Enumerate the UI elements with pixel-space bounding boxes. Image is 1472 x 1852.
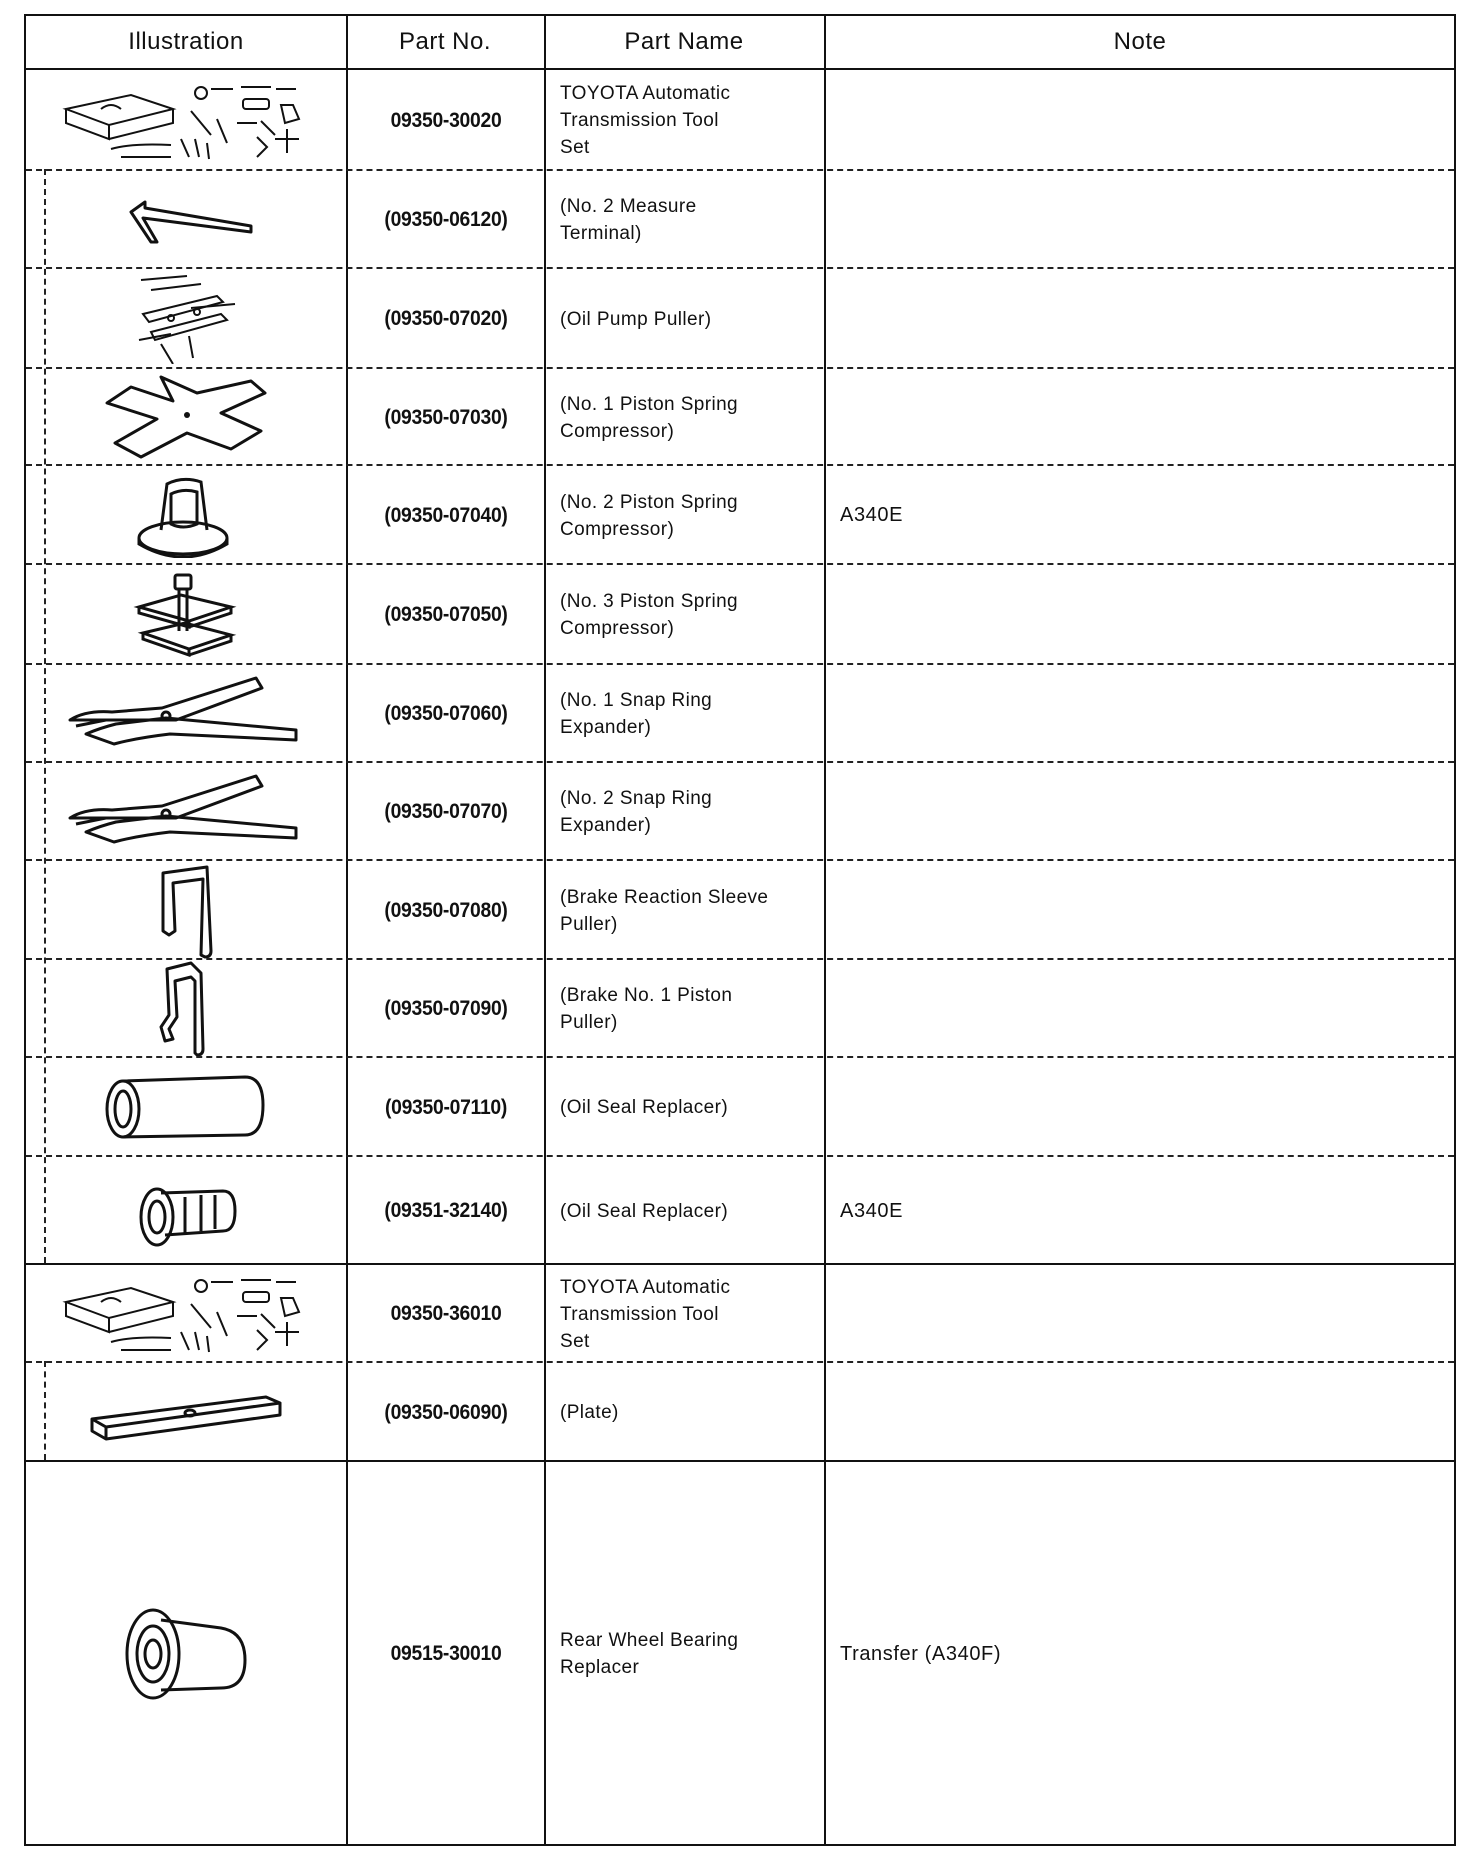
note	[840, 665, 1440, 763]
part-name: (No. 1 Piston Spring Compressor)	[560, 393, 739, 442]
table-header	[26, 16, 1454, 70]
note: A340E	[840, 504, 904, 526]
seal-replacer-icon	[26, 1157, 346, 1265]
part-name: (No. 2 Piston Spring Compressor)	[560, 491, 739, 540]
note	[840, 1058, 1440, 1157]
pliers-icon	[26, 763, 346, 861]
bearing-replacer-icon	[26, 1462, 346, 1846]
set-group-bracket	[44, 169, 46, 1263]
table-row	[26, 859, 1454, 960]
table-row	[26, 1460, 1454, 1846]
part-name: TOYOTA Automatic Transmission Tool Set	[560, 83, 731, 158]
part-number: (09351-32140)	[384, 1199, 508, 1222]
sleeve-puller-icon	[26, 861, 346, 960]
table-row	[26, 563, 1454, 665]
special-tools-table	[24, 14, 1456, 1846]
part-name: (Brake Reaction Sleeve Puller)	[560, 886, 769, 935]
note	[840, 960, 1440, 1058]
note	[840, 861, 1440, 960]
part-name: (No. 1 Snap Ring Expander)	[560, 690, 713, 738]
part-number: (09350-07090)	[384, 997, 508, 1020]
part-name: (No. 3 Piston Spring Compressor)	[560, 591, 739, 639]
part-number: (09350-07020)	[384, 307, 508, 330]
table-row	[26, 72, 1454, 169]
part-number: (09350-06120)	[384, 208, 508, 231]
plate-bar-icon	[26, 1363, 346, 1462]
table-row	[26, 663, 1454, 763]
part-number: 09350-30020	[390, 108, 502, 132]
part-number: (09350-07070)	[384, 800, 508, 823]
part-number: (09350-07110)	[384, 1095, 508, 1119]
tool-set-case-icon	[26, 1265, 346, 1363]
part-number: (09350-07040)	[384, 503, 508, 527]
part-number: 09515-30010	[390, 1642, 502, 1665]
part-name: (No. 2 Snap Ring Expander)	[560, 788, 713, 836]
note	[840, 1363, 1440, 1462]
part-name: (No. 2 Measure Terminal)	[560, 196, 697, 244]
part-number: 09350-36010	[390, 1302, 502, 1325]
note	[840, 369, 1440, 466]
table-row	[26, 1056, 1454, 1157]
table-row	[26, 169, 1454, 269]
part-name: Rear Wheel Bearing Replacer	[560, 1630, 739, 1678]
piston-puller-icon	[26, 960, 346, 1058]
part-name: (Oil Pump Puller)	[560, 308, 712, 330]
note	[840, 763, 1440, 861]
tool-set-case-icon	[26, 72, 346, 169]
bolt-plate-icon	[26, 565, 346, 665]
part-number: (09350-07050)	[384, 603, 508, 626]
cup-compressor-icon	[26, 466, 346, 565]
note	[840, 269, 1440, 369]
tube-icon	[26, 1058, 346, 1157]
table-row	[26, 464, 1454, 565]
pliers-icon	[26, 665, 346, 763]
header-illustration: Illustration	[128, 28, 244, 55]
table-row	[26, 1263, 1454, 1363]
cross-plate-icon	[26, 369, 346, 466]
part-name: (Plate)	[560, 1402, 619, 1423]
set-group-bracket	[44, 1361, 46, 1460]
part-name: (Brake No. 1 Piston Puller)	[560, 985, 733, 1033]
part-name: TOYOTA Automatic Transmission Tool Set	[560, 1276, 731, 1352]
part-number: (09350-07080)	[384, 898, 508, 922]
header-note: Note	[1113, 28, 1167, 55]
table-row	[26, 958, 1454, 1058]
note	[840, 72, 1440, 169]
part-number: (09350-06090)	[384, 1400, 508, 1424]
measure-terminal-icon	[26, 171, 346, 269]
table-row	[26, 367, 1454, 466]
table-row	[26, 1155, 1454, 1265]
part-name: (Oil Seal Replacer)	[560, 1200, 729, 1222]
part-number: (09350-07030)	[384, 405, 508, 429]
header-part-name: Part Name	[624, 28, 744, 55]
part-number: (09350-07060)	[384, 702, 508, 725]
table-row	[26, 1361, 1454, 1462]
note: A340E	[840, 1199, 904, 1222]
note	[840, 565, 1440, 665]
header-part-no: Part No.	[398, 28, 492, 55]
table-row	[26, 761, 1454, 861]
note: Transfer (A340F)	[840, 1642, 1002, 1665]
oil-pump-puller-icon	[26, 269, 346, 369]
note	[840, 171, 1440, 269]
part-name: (Oil Seal Replacer)	[560, 1097, 729, 1118]
table-row	[26, 267, 1454, 369]
note	[840, 1265, 1440, 1363]
